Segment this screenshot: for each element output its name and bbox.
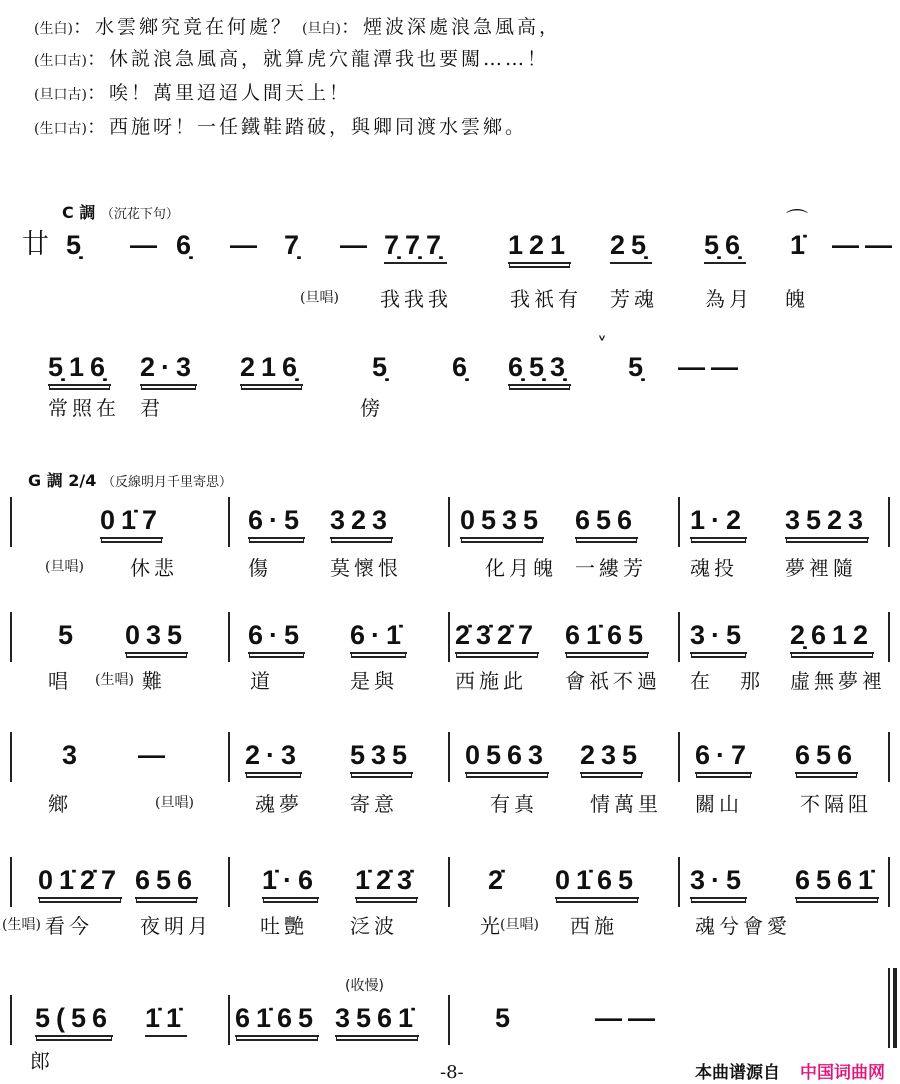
lyric: 常照在 [48,396,120,420]
lyric: 看今 [45,914,93,938]
lyric: 虛無夢裡 [790,669,886,693]
lyric: 情萬里 [590,792,662,816]
barline [228,612,230,662]
note-group: 3 [62,740,84,770]
tune-name: （沉花下句） [100,207,179,222]
note-group: 01̇2̇7 [38,865,122,899]
lyric: 郎 [30,1049,54,1073]
note-group: 5 [58,620,80,650]
lyric: 魄 [785,287,809,311]
lyric: 唱 [48,669,72,693]
note-group: 1̇1̇ [145,1003,187,1037]
note-group: 656 [795,740,858,774]
note-group: 7̣ [284,230,306,260]
lyric: 君 [140,396,164,420]
sustain-dash: — [138,740,171,770]
note-group: 6̣ [176,230,198,260]
barline [228,995,230,1045]
lyric: 西施此 [455,669,527,693]
barline [888,612,890,662]
barline [678,612,680,662]
note-group: 01̇7 [100,505,163,539]
note-group: 216̣ [240,352,303,386]
note-group: 3561̇ [335,1003,419,1037]
lyric: 我祇有 [510,287,582,311]
barline [678,732,680,782]
barline [228,857,230,907]
lyric: 難 [142,669,166,693]
key-signature-c [62,200,179,223]
barline [10,497,12,547]
fermata-icon: ⌒ [786,209,809,234]
note-group: 6̣5̣3̣ [508,352,571,386]
lyric: 夢裡隨 [785,556,857,580]
singer-mark: (旦唱) [300,290,339,306]
tune-name: （反線明月千里寄思） [101,475,232,490]
note-group: 2·3 [245,740,302,774]
barline [448,857,450,907]
note-group: 5̣6̣ [704,230,746,264]
lyric: 一縷芳 [575,556,647,580]
speaker-role: (生白) [34,21,73,37]
note-group: 656 [575,505,638,539]
barline [10,732,12,782]
lyric: 會祇不過 [565,669,661,693]
barline [678,497,680,547]
dialogue-text: ：西施呀！一任鐵鞋踏破，與卿同渡水雲鄉。 [86,116,527,138]
singer-mark: (旦唱) [500,917,539,933]
barline [448,497,450,547]
key-label: G 調 2/4 [28,471,97,490]
singer-mark: (旦唱) [45,559,84,575]
tempo-mark: (收慢) [345,978,384,994]
lyric: 道 [250,669,274,693]
barline [228,497,230,547]
note-group: 1·2 [690,505,747,539]
barline [888,732,890,782]
note-group: 61̇65 [565,620,649,654]
lyric: 休悲 [130,556,178,580]
sustain-dash: —— [595,1003,661,1033]
note-group: 6̣ [452,352,474,382]
dialogue-text: ：煙波深處浪急風高， [340,16,561,38]
note-group: 035 [125,620,188,654]
lyric: 寄意 [350,792,398,816]
note-group: 5̣16̣ [48,352,111,386]
lyric: 鄉 [48,792,72,816]
note-group: 5̣ [372,352,394,382]
lyric: 化月魄 [485,556,557,580]
barline [888,497,890,547]
barline [448,732,450,782]
dialogue-line [34,112,527,139]
note-group: 1̇ [790,230,812,260]
speaker-role: (生口古) [34,53,87,69]
barline [678,857,680,907]
lyric: 為月 [705,287,753,311]
note-group: 1̇·6 [262,865,319,899]
barline [448,612,450,662]
speaker-role: (生口古) [34,121,87,137]
lyric: 傍 [360,396,384,420]
lyric: 魂夢 [255,792,303,816]
key-signature-g [28,468,232,491]
sustain-dash: —— [678,352,744,382]
note-group: 3·5 [690,865,747,899]
lyric: 有真 [490,792,538,816]
dialogue-text: ：唉！萬里迢迢人間天上！ [86,82,351,104]
lyric: 在 [690,669,714,693]
note-group: 01̇65 [555,865,639,899]
sustain-dash: —— [832,230,898,260]
note-group: 2̣612 [790,620,874,654]
page-number: -8- [440,1062,464,1083]
note-group: 1̇2̇3̇ [355,865,418,899]
barline [228,732,230,782]
speaker-role: (旦口古) [34,87,87,103]
lyric: 魂兮會愛 [695,914,791,938]
lyric: 泛波 [350,914,398,938]
key-label: C 調 [62,203,96,222]
lyric: 不隔阻 [800,792,872,816]
note-group: 6561̇ [795,865,879,899]
breath-mark-icon: ˅ [597,333,607,357]
dialogue-text: ：水雲鄉究竟在何處？ [72,16,293,38]
free-meter-sign: 廿 [22,229,55,259]
lyric: 莫懷恨 [330,556,402,580]
lyric: 光 [480,914,504,938]
note-group: 6·5 [248,620,305,654]
barline [10,612,12,662]
sustain-dash: — [230,230,263,260]
lyric: 夜明月 [140,914,212,938]
note-group: 7̣7̣7̣ [384,230,447,264]
note-group: 0563 [465,740,549,774]
note-group: 3·5 [690,620,747,654]
final-barline [888,968,890,1048]
dialogue-text: ：休説浪急風高，就算虎穴龍潭我也要闖……！ [86,48,549,70]
lyric: 傷 [248,556,272,580]
dialogue-line [34,78,351,105]
speaker-role: (旦白) [302,21,341,37]
note-group: 2̇3̇2̇7 [455,620,539,654]
lyric: 我我我 [380,287,452,311]
dialogue-line [34,44,549,71]
singer-mark: (生唱) [95,672,134,688]
note-group: 121 [508,230,571,264]
lyric: 芳魂 [610,287,658,311]
singer-mark: (生唱) [2,917,41,933]
sustain-dash: — [340,230,373,260]
note-group: 2·3 [140,352,197,386]
note-group: 0535 [460,505,544,539]
dialogue-line [34,12,561,39]
barline [10,995,12,1045]
note-group: 25̣ [610,230,652,264]
sustain-dash: — [130,230,163,260]
barline [888,857,890,907]
note-group: 5(56 [35,1003,113,1037]
note-group: 656 [135,865,198,899]
note-group: 5 [495,1003,517,1033]
note-group: 2̇ [488,865,510,895]
barline [10,857,12,907]
note-group: 3523 [785,505,869,539]
note-group: 6·7 [695,740,752,774]
lyric: 是與 [350,669,398,693]
note-group: 323 [330,505,393,539]
note-group: 235 [580,740,643,774]
note-group: 61̇65 [235,1003,319,1037]
note-group: 5̣ [66,230,88,260]
lyric: 關山 [695,792,743,816]
lyric: 那 [740,669,764,693]
barline [448,995,450,1045]
note-group: 5̣ [628,352,650,382]
note-group: 6·5 [248,505,305,539]
credit-site-link[interactable]: 中国词曲网 [800,1063,885,1083]
lyric: 吐艷 [260,914,308,938]
note-group: 535 [350,740,413,774]
final-barline [893,968,897,1048]
note-group: 6·1̇ [350,620,407,654]
lyric: 西施 [570,914,618,938]
lyric: 魂投 [690,556,738,580]
credit-source: 本曲谱源自 [695,1063,780,1083]
singer-mark: (旦唱) [155,795,194,811]
